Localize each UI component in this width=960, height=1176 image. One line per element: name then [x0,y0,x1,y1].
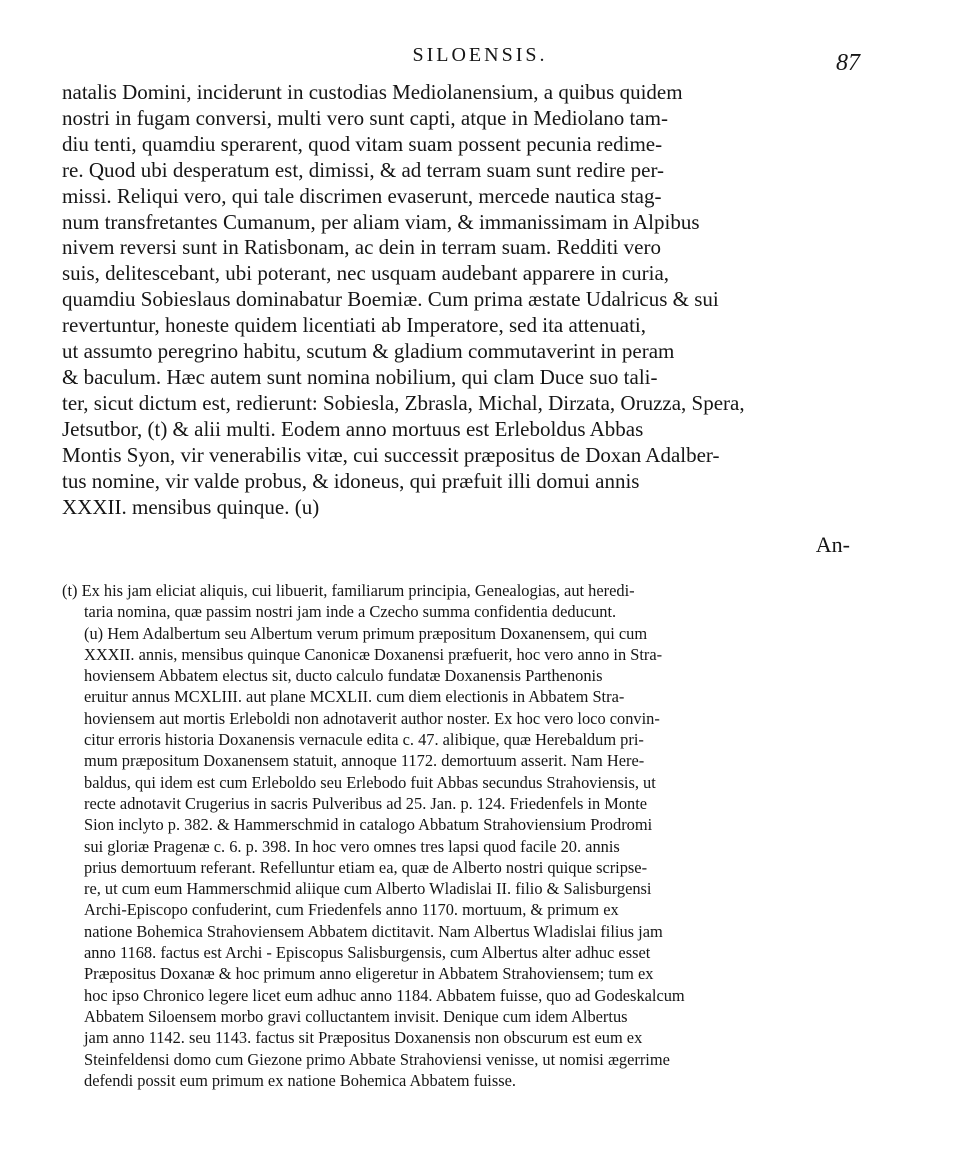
text-line: num transfretantes Cumanum, per aliam viam, & immanissimam in Alpibus [62,209,700,234]
text-line: re. Quod ubi desperatum est, dimissi, & ad terram suam sunt redire per- [62,157,665,182]
footnote-line: Sion inclyto p. 382. & Hammerschmid in catalogo Abbatum Strahoviensium Prodromi [84,815,653,835]
footnote-line: Præpositus Doxanæ & hoc primum anno eligeretur in Abbatem Strahoviensem; tum ex [84,964,654,984]
footnote-line: hoviensem aut mortis Erleboldi non adnotaverit author noster. Ex hoc vero loco convin- [84,708,660,728]
footnote-line: citur erroris historia Doxanensis vernacule edita c. 47. alibique, quæ Herebaldum pri- [84,730,644,750]
footnote-line: sui gloriæ Pragenæ c. 6. p. 398. In hoc vero omnes tres lapsi quod facile 20. annis [84,836,620,856]
footnote-line: hoviensem Abbatem electus sit, ducto calculo fundatæ Doxanensis Parthenonis [84,666,603,686]
catchword: An- [815,532,850,557]
text-line: suis, delitescebant, ubi poterant, nec usquam audebant apparere in curia, [62,261,670,286]
footnote-line: (t) Ex his jam eliciat aliquis, cui libuerit, familiarum principia, Genealogias, aut heredi- [62,581,635,600]
text-line: & baculum. Hæc autem sunt nomina nobilium, qui clam Duce suo tali- [62,364,658,389]
footnote-line: hoc ipso Chronico legere licet eum adhuc anno 1184. Abbatem fuisse, quo ad Godeskalcum [84,985,685,1005]
footnote-line: natione Bohemica Strahoviensem Abbatem dictitavit. Nam Albertus Wladislai filius jam [84,921,663,941]
footnote-line: Archi-Episcopo confuderint, cum Friedenfels anno 1170. mortuum, & primum ex [84,900,619,920]
footnote-line: mum præpositum Doxanensem statuit, annoque 1172. demortuum asserit. Nam Here- [84,751,645,771]
main-text [62,80,866,520]
footnote-line: taria nomina, quæ passim nostri jam inde a Czecho summa confidentia deducunt. [84,602,617,622]
text-line: ter, sicut dictum est, redierunt: Sobiesla, Zbrasla, Michal, Dirzata, Oruzza, Spera, [62,390,745,415]
text-line: nivem reversi sunt in Ratisbonam, ac dein in terram suam. Redditi vero [62,235,661,260]
page-number: 87 [836,50,860,76]
running-title: SILOENSIS. [412,44,548,66]
text-line: nostri in fugam conversi, multi vero sunt capti, atque in Mediolano tam- [62,105,668,130]
text-line: Montis Syon, vir venerabilis vitæ, cui successit præpositus de Doxan Adalber- [62,442,720,467]
footnote-line: recte adnotavit Crugerius in sacris Pulveribus ad 25. Jan. p. 124. Friedenfels in Monte [84,793,648,813]
text-line: tus nomine, vir valde probus, & idoneus, qui præfuit illi domui annis [62,468,640,493]
text-line: ut assumto peregrino habitu, scutum & gladium commutaverint in peram [62,339,675,364]
text-line: natalis Domini, inciderunt in custodias Mediolanensium, a quibus quidem [62,80,683,104]
text-line: missi. Reliqui vero, qui tale discrimen evaserunt, mercede nautica stag- [62,183,662,208]
footnotes [62,580,866,1091]
footnote-line: prius demortuum referant. Refelluntur etiam ea, quæ de Alberto nostri quique scripse- [84,857,648,877]
footnote-line: anno 1168. factus est Archi - Episcopus Salisburgensis, cum Albertus alter adhuc esset [84,943,651,963]
footnote-line: defendi possit eum primum ex natione Bohemica Abbatem fuisse. [84,1070,516,1090]
footnote-line: re, ut cum eum Hammerschmid aliique cum Alberto Wladislai II. filio & Salisburgensi [84,879,652,899]
footnote-line: Steinfeldensi domo cum Giezone primo Abbate Strahoviensi venisse, ut nomisi ægerrime [84,1049,670,1069]
footnote-line: eruitur annus MCXLIII. aut plane MCXLII. cum diem electionis in Abbatem Stra- [84,687,625,707]
text-line: diu tenti, quamdiu sperarent, quod vitam suam possent pecunia redime- [62,131,663,156]
text-line: revertuntur, honeste quidem licentiati ab Imperatore, sed ita attenuati, [62,313,647,338]
footnote-line: baldus, qui idem est cum Erleboldo seu Erlebodo fuit Abbas secundus Strahoviensis, ut [84,772,656,792]
text-line: XXXII. mensibus quinque. (u) [62,494,320,519]
text-line: Jetsutbor, (t) & alii multi. Eodem anno mortuus est Erleboldus Abbas [62,416,644,441]
text-line: quamdiu Sobieslaus dominabatur Boemiæ. Cum prima æstate Udalricus & sui [62,287,719,312]
footnote-line: Abbatem Siloensem morbo gravi colluctantem invisit. Denique cum idem Albertus [84,1006,628,1026]
footnote-line: XXXII. annis, mensibus quinque Canonicæ Doxanensi præfuerit, hoc vero anno in Stra- [84,644,663,664]
footnote-line: (u) Hem Adalbertum seu Albertum verum primum præpositum Doxanensem, qui cum [84,623,648,643]
footnote-line: jam anno 1142. seu 1143. factus sit Præpositus Doxanensis non obscurum est eum ex [84,1028,643,1048]
